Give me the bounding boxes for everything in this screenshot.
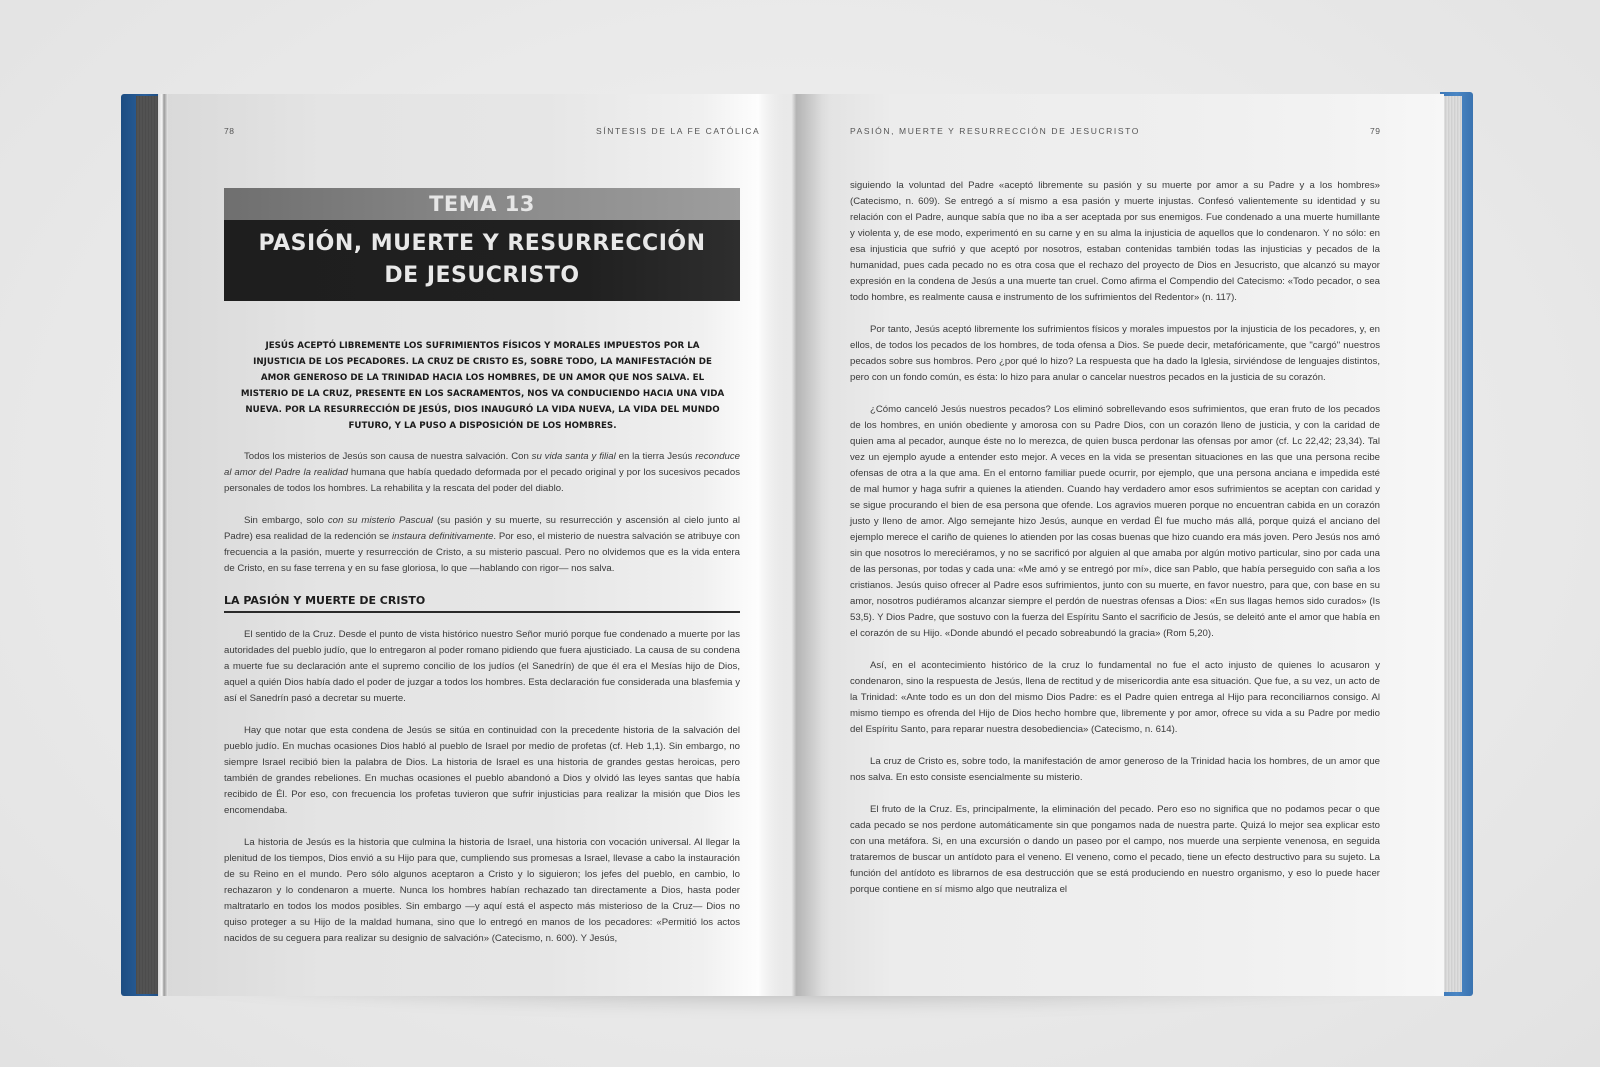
running-head-right: PASIÓN, MUERTE Y RESURRECCIÓN DE JESUCRISTO: [850, 126, 1140, 136]
paragraph: ¿Cómo canceló Jesús nuestros pecados? Los eliminó sobrellevando esos sufrimientos, que eran fruto de los pecados de los hombres, en unión obediente y amorosa con su Padre Dios, con un corazón lleno de justicia, y con la caridad de quien ama al pecador, aunque éste no lo merezca, de quien busca perdonar las ofensas por amor (cf. Lc 22,42; 23,34). Tal vez un ejemplo ayude a entender esto mejor. A veces en la vida se presentan situaciones en las que una persona recibe ofensas de otra a la que ama. En el entorno familiar puede ocurrir, por ejemplo, que una persona anciana e impedida esté de mal humor y haga sufrir a quienes la atienden. Cuando hay verdadero amor esos sufrimientos se aceptan con caridad y se sigue procurando el bien de esa persona que ofende. Los agravios mueren porque no encuentran cabida en un corazón justo y lleno de amor. Algo semejante hizo Jesús, aunque en verdad Él fue mucho más allá, porque quizá el anciano del ejemplo merece el cariño de quienes lo atienden por las cosas buenas que hizo cuando era más joven. Pero Jesús nos amó sin que nosotros lo mereciéramos, y no se sacrificó por alguien al que amaba por algún motivo particular, sino por cada una de las personas, por todas y cada una: «Me amó y se entregó por mí», dice san Pablo, que había perseguido con saña a los cristianos. Jesús quiso ofrecer al Padre esos sufrimientos, junto con su muerte, en favor nuestro, para que, con base en su amor, nosotros pudiéramos alcanzar siempre el perdón de nuestras ofensas a Dios: «En sus llagas hemos sido curados» (Is 53,5). Y Dios Padre, que sostuvo con la fuerza del Espíritu Santo el sacrificio de Jesús, se deleitó ante el amor que había en el corazón de su Hijo. «Donde abundó el pecado sobreabundó la gracia» (Rom 5,20).: [850, 404, 1380, 639]
chapter-summary: JESÚS ACEPTÓ LIBREMENTE LOS SUFRIMIENTOS FÍSICOS Y MORALES IMPUESTOS POR LA INJUSTICIA DE LOS PECADORES. LA CRUZ DE CRISTO ES, SOBRE TODO, LA MANIFESTACIÓN DE AMOR GENEROSO DE LA TRINIDAD HACIA LOS HOMBRES, DE UN AMOR QUE NOS SALVA. EL MISTERIO DE LA CRUZ, PRESENTE EN LOS SACRAMENTOS, NOS VA CONDUCIENDO HACIA UNA VIDA NUEVA. POR LA RESURRECCIÓN DE JESÚS, DIOS INAUGURÓ LA VIDA NUEVA, LA VIDA DEL MUNDO FUTURO, Y LA PUSO A DISPOSICIÓN DE LOS HOMBRES.: [240, 341, 725, 431]
intro-text: [224, 449, 740, 593]
chapter-number: TEMA 13: [224, 188, 740, 220]
page-block-edge-left: [136, 96, 160, 994]
paragraph: El fruto de la Cruz. Es, principalmente, la eliminación del pecado. Pero eso no significa que no podamos pecar o que cada pecado se nos perdone automáticamente sin que pongamos nada de nuestra parte. Quizá lo mejor sea explicar esto con una metáfora. Si, en una excursión o dando un paseo por el campo, nos muerde una serpiente venenosa, en seguida trataremos de buscar un antídoto para el veneno. El veneno, como el pecado, tiene un efecto destructivo para su sujeto. La función del antídoto es librarnos de esa destrucción que se está produciendo en nuestro organismo, y eso lo puede hacer porque contiene en sí mismo algo que neutraliza el: [850, 804, 1380, 895]
paragraph: Todos los misterios de Jesús son causa de nuestra salvación. Con su vida santa y filial en la tierra Jesús reconduce al amor del Padre la realidad humana que había quedado deformada por el pecado original y por los sucesivos pecados personales de todos los hombres. La rehabilita y la rescata del poder del diablo.: [224, 451, 741, 494]
paragraph: La cruz de Cristo es, sobre todo, la manifestación de amor generoso de la Trinidad hacia los hombres, de un amor que nos salva. En esto consiste esencialmente su misterio.: [850, 756, 1380, 783]
right-page-text: [850, 178, 1380, 914]
paragraph: Por tanto, Jesús aceptó libremente los sufrimientos físicos y morales impuestos por la injusticia de los pecadores, y, en ellos, de todos los pecados de los hombres, de toda ofensa a Dios. Se puede decir, metafóricamente, que "cargó" nuestros pecados sobre sus hombros. Pero ¿por qué lo hizo? La respuesta que ha dado la Iglesia, sirviéndose de lenguajes distintos, pero con un fondo común, es ésta: lo hizo para anular o cancelar nuestros pecados en la justicia de su corazón.: [850, 324, 1380, 383]
paragraph: Sin embargo, solo con su misterio Pascual (su pasión y su muerte, su resurrección y ascensión al cielo junto al Padre) esa realidad de la redención se instaura definitivamente. Por eso, el misterio de nuestra salvación se atribuye con frecuencia a la pasión, muerte y resurrección de Cristo, a su misterio pascual. Pero no olvidemos que es la vida entera de Cristo, en su fase terrena y en su fase gloriosa, lo que —hablando con rigor— nos salva.: [224, 515, 740, 574]
paragraph: siguiendo la voluntad del Padre «aceptó libremente su pasión y su muerte por amor a su Padre y a los hombres» (Catecismo, n. 609). Se entregó a sí mismo a esa pasión y muerte injustas. Confesó valientemente su identidad y su relación con el Padre, aunque sabía que no iba a ser aceptada por sus enemigos. Fue condenado a una muerte humillante y violenta y, de ese modo, experimentó en su carne y en su alma la injusticia de aquellos que lo condenaron. Y no sólo: en esa injusticia que sufrió y que aceptó por nosotros, estaban contenidas también todas las injusticias y pecados de la humanidad, pues cada pecado no es otra cosa que el rechazo del proyecto de Dios en Jesucristo, que alcanzó su mayor expresión en la condena de Jesús a una muerte tan cruel. Como afirma el Compendio del Catecismo: «Todo pecador, o sea todo hombre, es realmente causa e instrumento de los sufrimientos del Redentor» (n. 117).: [850, 180, 1380, 303]
section-text: [224, 627, 740, 963]
paragraph: El sentido de la Cruz. Desde el punto de vista histórico nuestro Señor murió porque fue condenado a muerte por las autoridades del pueblo judío, que lo entregaron al poder romano pidiendo que fuera ajusticiado. La causa de su condena a muerte fue su declaración ante el supremo concilio de los judíos (el Sanedrín) de que él era el Mesías hijo de Dios, aquel a quién Dios había dado el poder de juzgar a todos los hombres. Esta declaración fue considerada una blasfemia y así el Sanedrín pasó a decretar su muerte.: [224, 629, 740, 704]
page-number-right: 79: [1370, 126, 1381, 136]
paragraph: Así, en el acontecimiento histórico de la cruz lo fundamental no fue el acto injusto de quienes lo acusaron y condenaron, sino la respuesta de Jesús, llena de rectitud y de misericordia ante esa situación. Que fue, a su vez, un acto de la Trinidad: «Ante todo es un don del mismo Dios Padre: es el Padre quien entrega al Hijo para reconciliarnos consigo. Al mismo tiempo es ofrenda del Hijo de Dios hecho hombre que, libremente y por amor, ofrece su vida a su Padre por medio del Espíritu Santo, para reparar nuestra desobediencia» (Catecismo, n. 614).: [850, 660, 1380, 735]
chapter-title-text: PASIÓN, MUERTE Y RESURRECCIÓN DE JESUCRISTO: [258, 231, 706, 288]
running-head-left: SÍNTESIS DE LA FE CATÓLICA: [596, 126, 761, 136]
left-page-edge: [158, 94, 168, 996]
chapter-title: [224, 220, 740, 301]
paragraph: La historia de Jesús es la historia que culmina la historia de Israel, una historia con vocación universal. Al llegar la plenitud de los tiempos, Dios envió a su Hijo para que, cumpliendo sus promesas a Israel, llevase a cabo la instauración de su Reino en el mundo. Pero sólo algunos aceptaron a Cristo y lo siguieron; los jefes del pueblo, en cambio, lo rechazaron y lo condenaron a muerte. Nunca los hombres habían rechazado tan directamente a Dios, hasta poder maltratarlo en todos los modos posibles. Sin embargo —y aquí está el aspecto más misterioso de la Cruz— Dios no quiso proteger a su Hijo de la maldad humana, sino que lo entregó en manos de los pecadores: «Permitió los actos nacidos de su ceguera para realizar su designio de salvación» (Catecismo, n. 600). Y Jesús,: [224, 837, 740, 944]
page-number-left: 78: [224, 126, 235, 136]
section-heading: LA PASIÓN Y MUERTE DE CRISTO: [224, 594, 740, 613]
paragraph: Hay que notar que esta condena de Jesús se sitúa en continuidad con la precedente historia de la salvación del pueblo judío. En muchas ocasiones Dios habló al pueblo de Israel por medio de profetas (cf. Heb 1,1). Sin embargo, no siempre Israel recibió bien la palabra de Dios. La historia de Israel es una historia de grandes gestas heroicas, pero también de grandes rebeliones. En muchas ocasiones el pueblo abandonó a Dios y olvidó las leyes santas que había recibido de Él. Por eso, con frecuencia los profetas tuvieron que sufrir injusticias para realizar la misión que Dios les encomendaba.: [224, 725, 740, 816]
chapter-title-block: [224, 188, 740, 301]
